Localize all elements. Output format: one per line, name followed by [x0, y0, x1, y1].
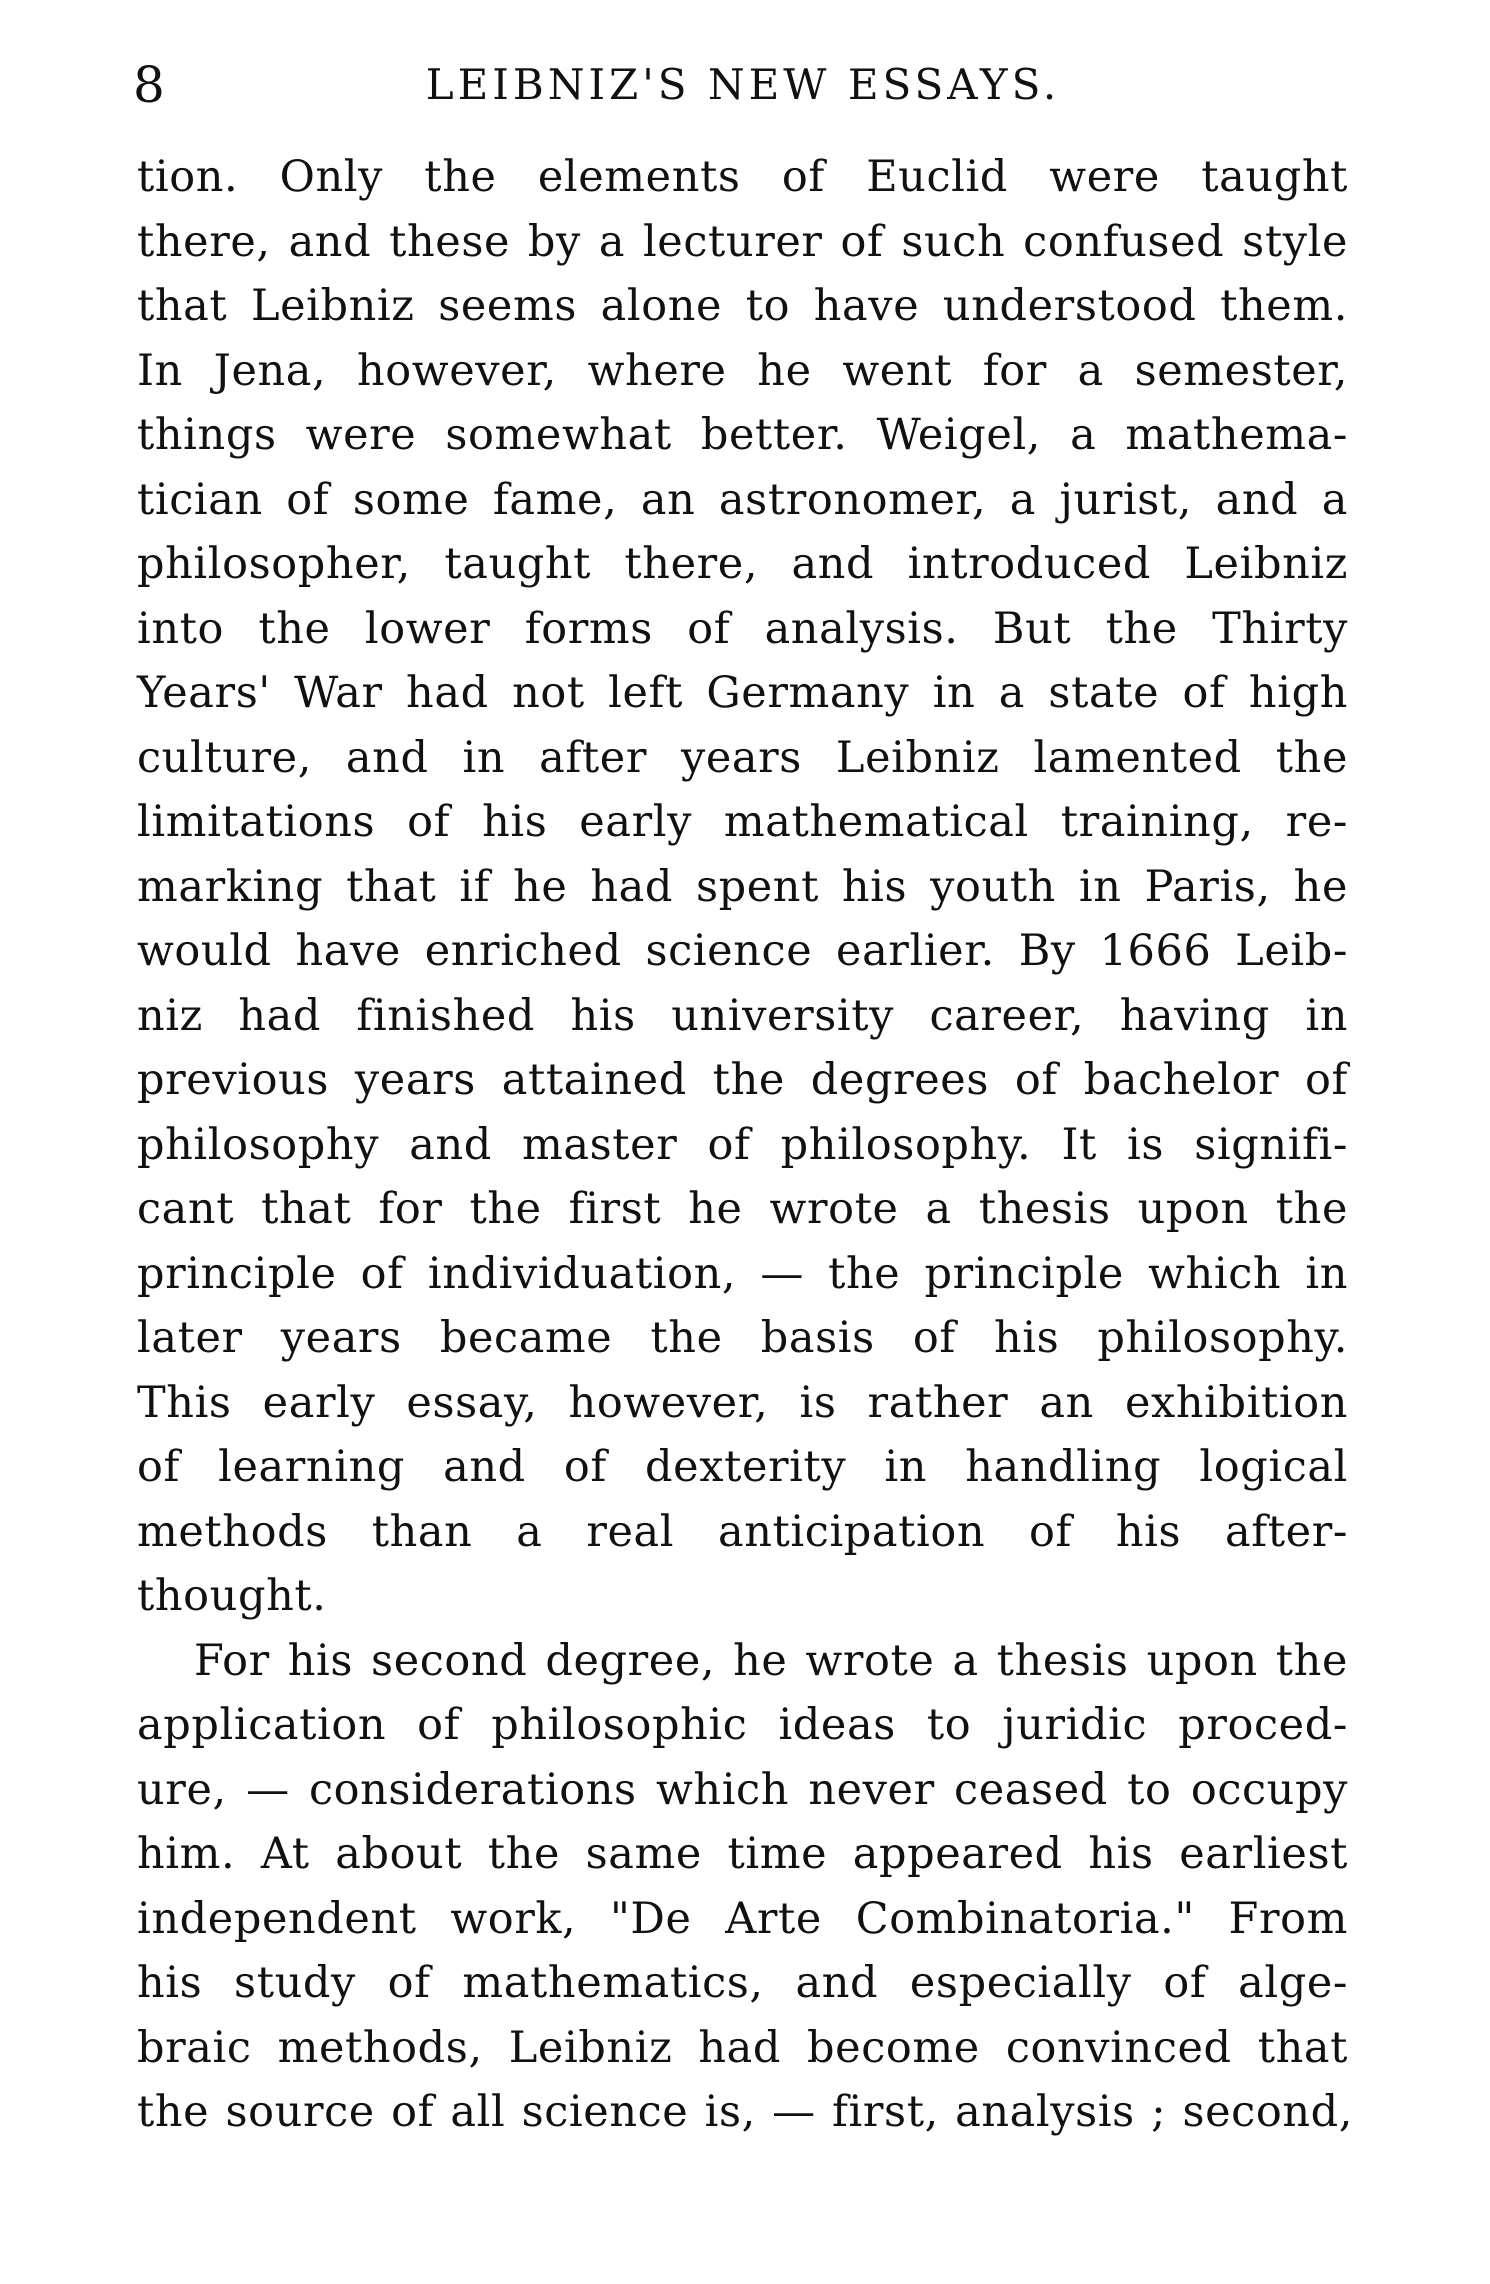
text-line: philosopher, taught there, and introduced Leibniz — [137, 539, 1348, 589]
text-line: Years' War had not left Germany in a state of high — [137, 668, 1348, 718]
text-line: ure, — considerations which never ceased to occupy — [137, 1764, 1348, 1815]
text-line: In Jena, however, where he went for a semester, — [137, 345, 1348, 396]
text-line: previous years attained the degrees of bachelor of — [137, 1055, 1348, 1105]
text-line: there, and these by a lecturer of such confused style — [137, 216, 1348, 267]
text-line: his study of mathematics, and especially of alge- — [137, 1958, 1348, 2008]
text-line: methods than a real anticipation of his after- — [137, 1506, 1348, 1557]
text-line: principle of individuation, — the principle which in — [137, 1248, 1348, 1299]
text-line: him. At about the same time appeared his earliest — [137, 1829, 1348, 1879]
text-line: niz had finished his university career, having in — [137, 990, 1348, 1041]
text-line: would have enriched science earlier. By 1666 Leib- — [137, 926, 1348, 976]
page-number: 8 — [133, 56, 166, 114]
text-line: philosophy and master of philosophy. It is signifi- — [137, 1119, 1348, 1170]
text-line: culture, and in after years Leibniz lamented the — [137, 732, 1348, 783]
page-header — [133, 50, 1353, 120]
text-line: tician of some fame, an astronomer, a jurist, and a — [137, 474, 1348, 525]
text-line: braic methods, Leibniz had become convinced that — [137, 2022, 1348, 2073]
running-title: LEIBNIZ'S NEW ESSAYS. — [425, 60, 1061, 109]
text-line: tion. Only the elements of Euclid were taught — [137, 152, 1348, 202]
text-line: things were somewhat better. Weigel, a mathema- — [137, 410, 1348, 460]
body-text — [137, 145, 1354, 2145]
text-line: cant that for the first he wrote a thesis upon the — [137, 1184, 1348, 1234]
paragraph-1 — [137, 145, 1348, 1629]
text-line: later years became the basis of his philosophy. — [137, 1313, 1348, 1363]
text-line: of learning and of dexterity in handling logical — [137, 1442, 1348, 1492]
text-line: This early essay, however, is rather an exhibition — [137, 1377, 1348, 1428]
text-line: into the lower forms of analysis. But the Thirty — [137, 603, 1348, 654]
text-line: independent work, "De Arte Combinatoria." From — [137, 1893, 1348, 1944]
text-line: For his second degree, he wrote a thesis upon the — [194, 1635, 1348, 1686]
paragraph-2 — [137, 1629, 1354, 2145]
text-line: application of philosophic ideas to juridic proced- — [137, 1700, 1348, 1750]
text-line: the source of all science is, — first, analysis ; second, — [137, 2087, 1354, 2137]
text-line: that Leibniz seems alone to have understood them. — [137, 281, 1348, 331]
text-line: marking that if he had spent his youth in Paris, he — [137, 861, 1348, 912]
text-line: limitations of his early mathematical training, re- — [137, 797, 1348, 847]
text-line: thought. — [137, 1571, 327, 1621]
